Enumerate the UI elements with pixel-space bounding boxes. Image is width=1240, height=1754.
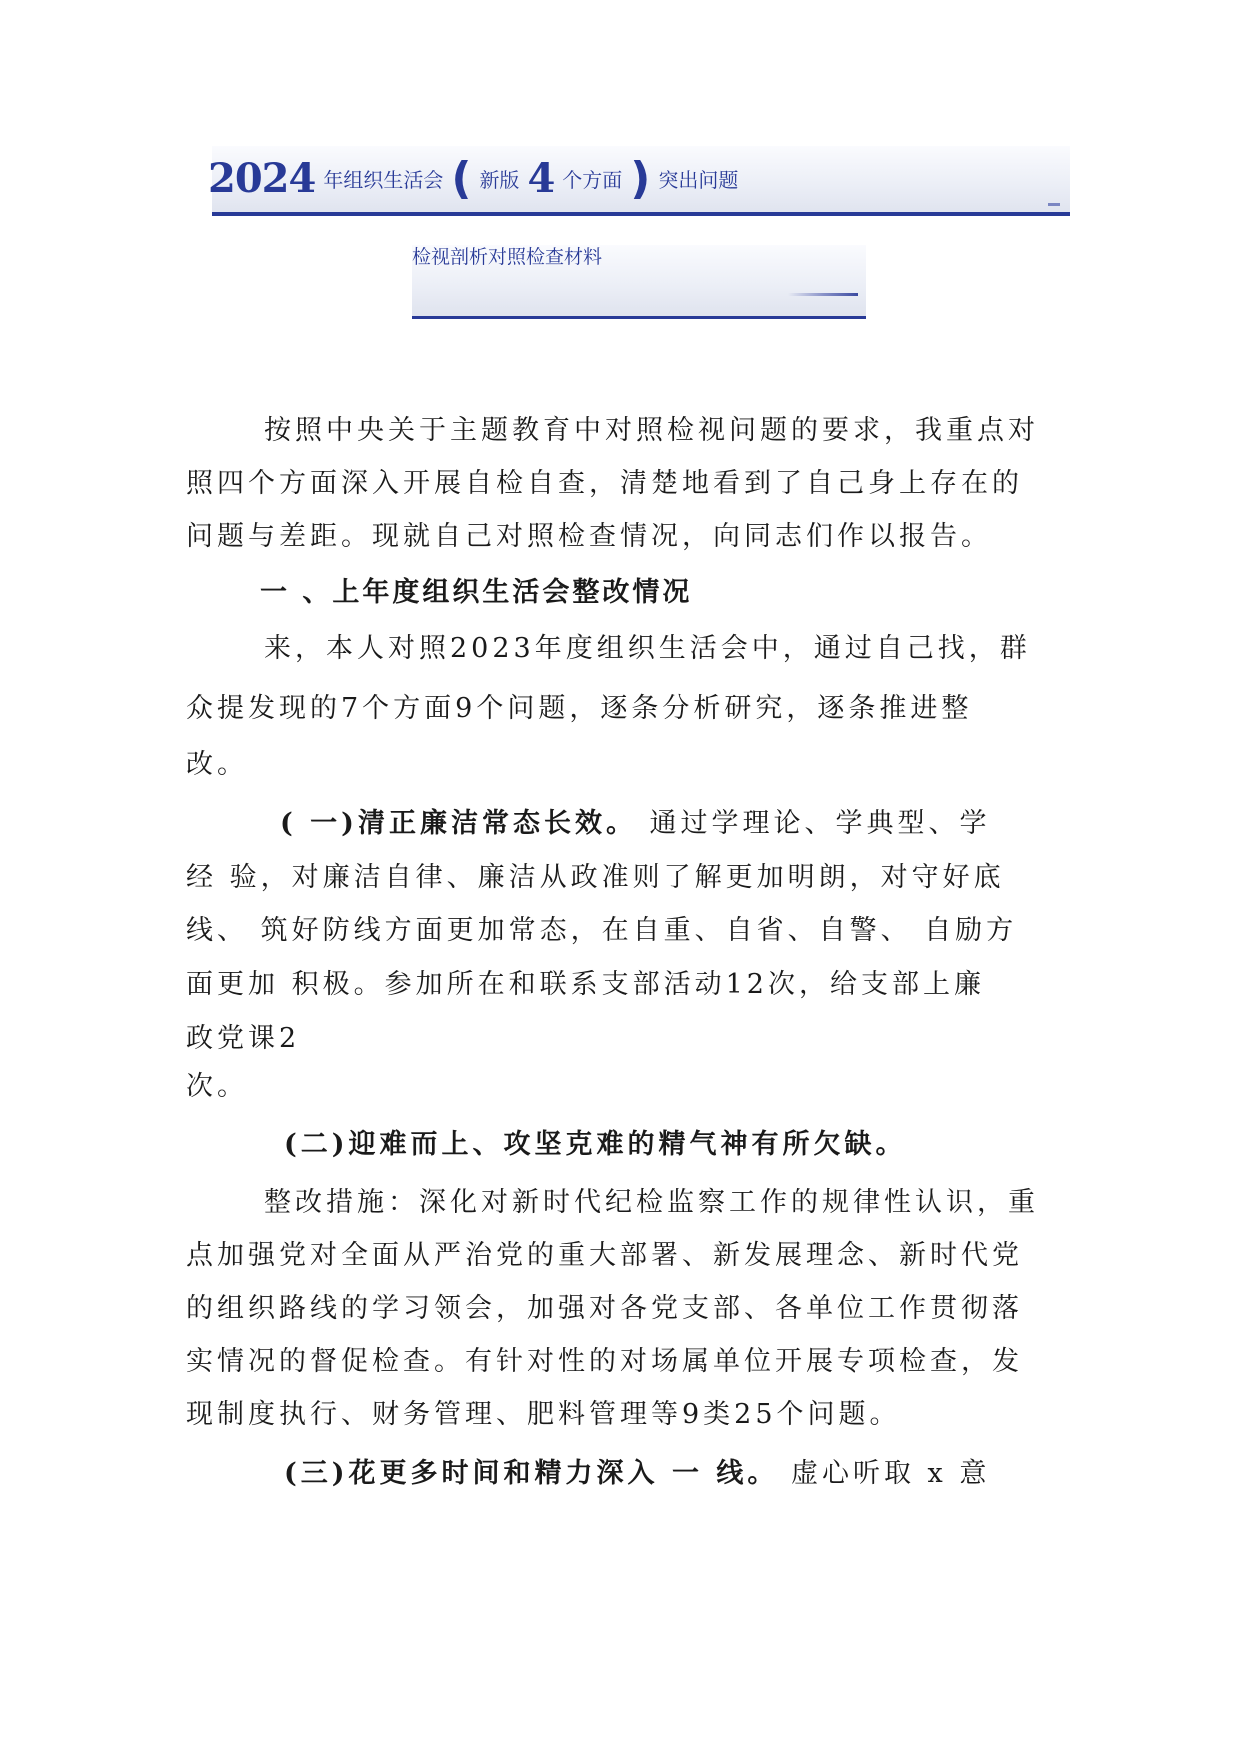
item3-lead: 虚心听取 x 意 [778,1458,991,1489]
item1-line-1: 经 验，对廉洁自律、廉洁从政准则了解更加明朗，对守好底 [186,862,1005,893]
item1-line-2: 线、 筑好防线方面更加常态，在自重、自省、自警、 自励方 [186,915,1018,946]
section1-line-3: 改。 [186,749,248,780]
title-part3: 个方面 [562,167,623,192]
intro-line-3: 问题与差距。现就自己对照检查情况，向同志们作以报告。 [186,521,992,552]
title-year: 2024 [208,154,316,202]
item2-heading: (二)迎难而上、攻坚克难的精气神有所欠缺。 [284,1129,907,1160]
item1-line-4: 政党课2 [186,1023,301,1054]
section1-line-1: 来，本人对照2023年度组织生活会中，通过自己找，群 [264,633,1031,664]
item2-line-1: 整改措施：深化对新时代纪检监察工作的规律性认识，重 [264,1187,1039,1218]
item1-line-5: 次。 [186,1071,248,1102]
item2-line-5: 现制度执行、财务管理、肥料管理等9类25个问题。 [186,1399,901,1430]
item3-heading: (三)花更多时间和精力深入 一 线。 [284,1458,779,1489]
document-title [208,148,746,208]
item2-line-4: 实情况的督促检查。有针对性的对场属单位开展专项检查，发 [186,1346,1023,1377]
item1-line-3: 面更加 积极。参加所在和联系支部活动12次，给支部上廉 [186,969,985,1000]
item1-heading: ( 一)清正廉洁常态长效。 [280,808,637,839]
section1-line-2: 众提发现的7个方面9个问题，逐条分析研究，逐条推进整 [186,693,973,724]
document-subtitle: 检视剖析对照检查材料 [412,246,603,268]
title-number: 4 [527,154,555,202]
title-part2: 新版 [479,167,520,192]
intro-line-2: 照四个方面深入开展自检自查，清楚地看到了自己身上存在的 [186,468,1023,499]
item3-first-line [284,1447,990,1500]
item1-first-line [280,797,991,850]
item1-lead: 通过学理论、学典型、学 [636,808,991,839]
item2-line-2: 点加强党对全面从严治党的重大部署、新发展理念、新时代党 [186,1240,1023,1271]
title-paren-close: ) [630,152,651,204]
title-part1: 年组织生活会 [323,167,444,192]
intro-line-1: 按照中央关于主题教育中对照检视问题的要求，我重点对 [264,415,1039,446]
title-part4: 突出问题 [658,167,739,192]
section1-heading: 一 、上年度组织生活会整改情况 [260,577,693,608]
item2-line-3: 的组织路线的学习领会，加强对各党支部、各单位工作贯彻落 [186,1293,1023,1324]
title-paren-open: ( [451,152,472,204]
